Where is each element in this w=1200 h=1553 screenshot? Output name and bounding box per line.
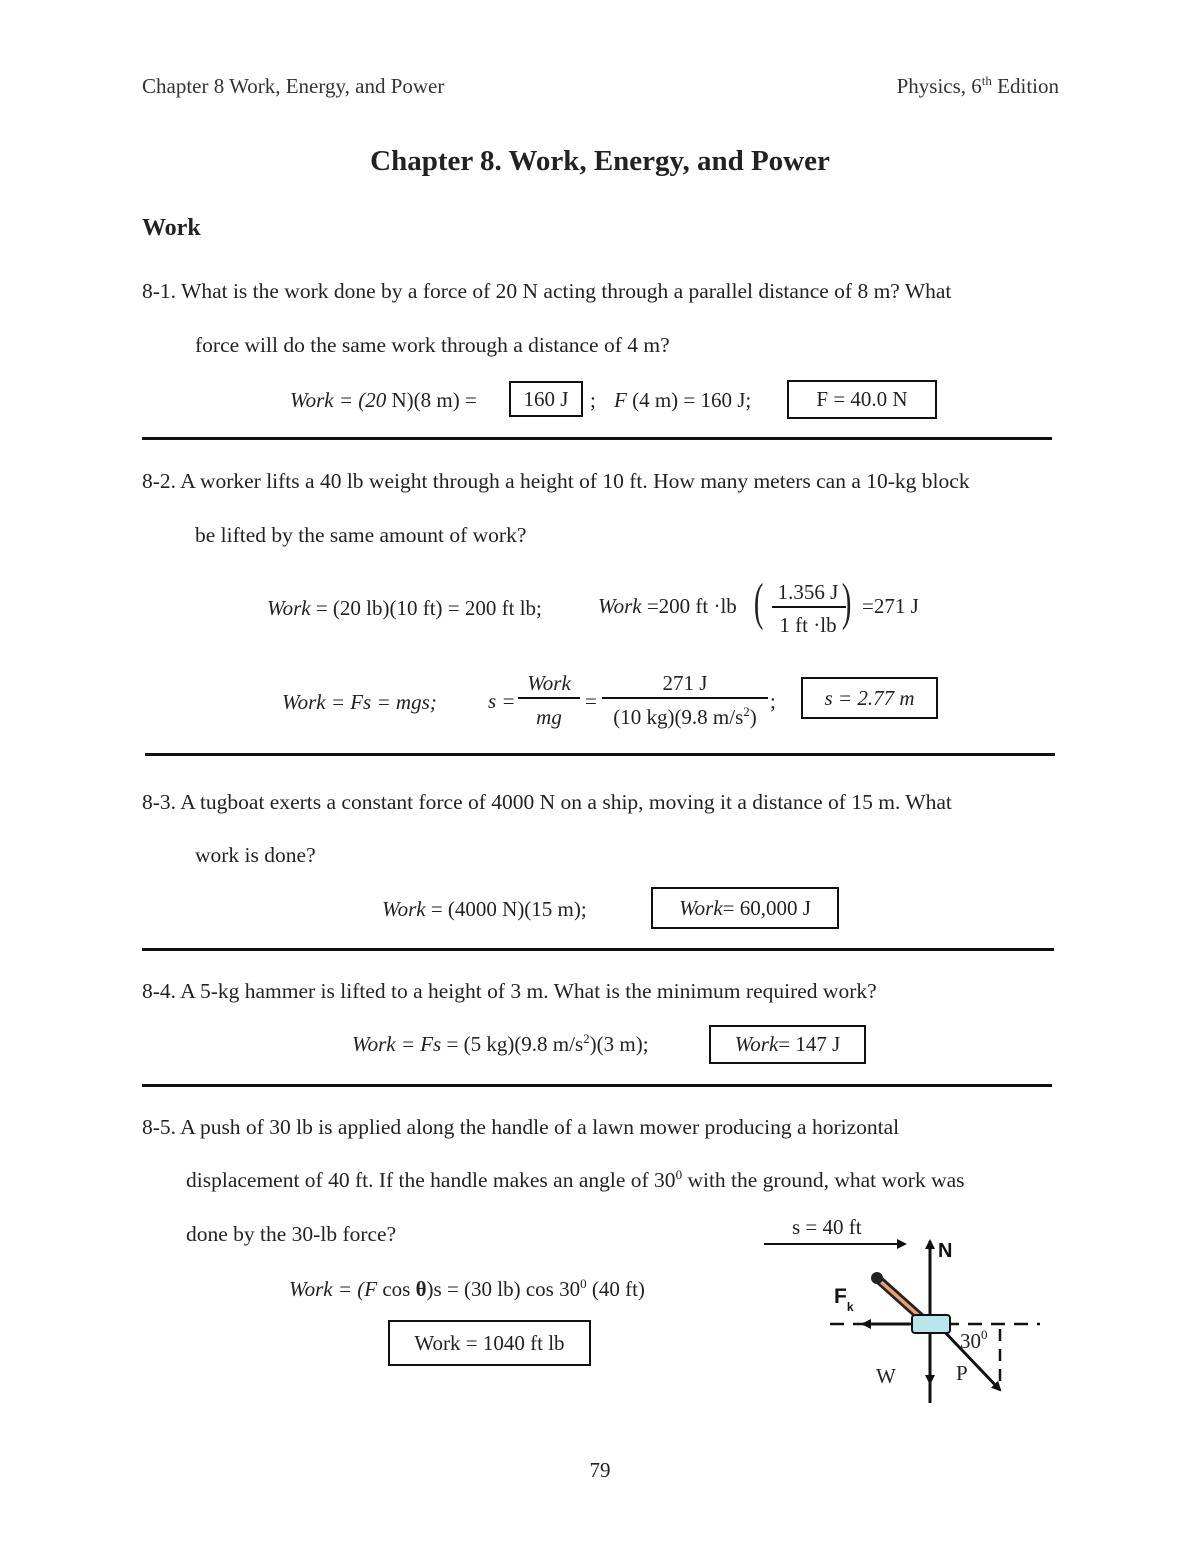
problem-text: 8-5. A push of 30 lb is applied along the handle of a lawn mower producing a horizontal: [142, 1115, 900, 1139]
fraction-bar: [602, 697, 768, 699]
answer-box: F = 40.0 N: [787, 380, 937, 419]
answer-box: Work = 1040 ft lb: [388, 1320, 591, 1366]
equation: Work = (20 N)(8 m) =: [290, 388, 477, 412]
page-title: Chapter 8. Work, Energy, and Power: [370, 145, 830, 177]
push-force-label: P: [956, 1361, 968, 1385]
conversion-denominator: 1 ft ·lb: [779, 613, 837, 637]
divider: [142, 437, 1052, 440]
friction-force-label: $F_k$: [834, 1285, 854, 1314]
page-number: 79: [589, 1458, 611, 1482]
equation-separator: ;: [770, 689, 776, 713]
answer-box: Work = 147 J: [709, 1025, 866, 1064]
answer-box: s = 2.77 m: [801, 677, 938, 719]
right-paren: ): [841, 574, 852, 631]
mower-body: [912, 1315, 950, 1333]
section-heading: Work: [142, 215, 201, 241]
fraction-bar: [518, 697, 580, 699]
angle-label: $30^0$: [960, 1327, 988, 1353]
problem-text: work is done?: [195, 843, 316, 867]
problem-text: 8-4. A 5-kg hammer is lifted to a height of 3 m. What is the minimum required work?: [142, 979, 877, 1003]
fraction-numerator: 271 J: [662, 671, 708, 695]
problem-text: be lifted by the same amount of work?: [195, 523, 527, 547]
running-header-right: Physics, 6th Edition: [896, 73, 1059, 98]
problem-text: 8-1. What is the work done by a force of 20 N acting through a parallel distance of 8 m? What: [142, 279, 952, 303]
equation: F (4 m) = 160 J;: [614, 388, 752, 412]
equation: s =: [488, 689, 516, 713]
equation: Work = Fs = mgs;: [282, 690, 437, 714]
equation: Work = (4000 N)(15 m);: [382, 897, 587, 921]
equation-separator: ;: [590, 388, 596, 412]
lawn-mower-force-diagram: [750, 1205, 1060, 1415]
conversion-numerator: 1.356 J: [777, 580, 839, 604]
normal-force-label: N: [938, 1240, 953, 1262]
answer-box: 160 J: [509, 381, 583, 417]
problem-text: force will do the same work through a distance of 4 m?: [195, 333, 670, 357]
problem-text: 8-2. A worker lifts a 40 lb weight through a height of 10 ft. How many meters can a 10-kg block: [142, 469, 970, 493]
weight-label: W: [876, 1364, 896, 1388]
equals-sign: =: [585, 689, 597, 713]
running-header-left: Chapter 8 Work, Energy, and Power: [142, 74, 445, 98]
problem-text: 8-3. A tugboat exerts a constant force of 4000 N on a ship, moving it a distance of 15 m. What: [142, 790, 952, 814]
left-paren: (: [753, 574, 764, 631]
equation-result: =271 J: [862, 594, 919, 618]
equation: Work = Fs = (5 kg)(9.8 $m/s^2)(3$ m);: [352, 1031, 649, 1056]
divider: [145, 753, 1055, 756]
displacement-label: s = 40 ft: [792, 1215, 862, 1239]
equation: Work = (20 lb)(10 ft) = 200 ft lb;: [267, 596, 542, 620]
divider: [142, 1084, 1052, 1087]
problem-text: done by the 30-lb force?: [186, 1222, 397, 1246]
divider: [142, 948, 1054, 951]
equation: Work = (F cos θ)s = (30 lb) $\cos 30^0$ (40 ft): [289, 1276, 645, 1301]
fraction-bar: [772, 606, 846, 608]
mower-handle-grip: [871, 1272, 883, 1284]
equation: Work =200 ft ·lb: [598, 594, 737, 618]
fraction-denominator: (10 kg)(9.8 $m/s^2$): [613, 704, 757, 729]
fraction-numerator: Work: [527, 671, 571, 695]
answer-box: Work = 60,000 J: [651, 887, 839, 929]
problem-text: displacement of 40 ft. If the handle makes an angle of $30^0$ with the ground, what work was: [186, 1166, 965, 1192]
fraction-denominator: mg: [536, 705, 562, 729]
